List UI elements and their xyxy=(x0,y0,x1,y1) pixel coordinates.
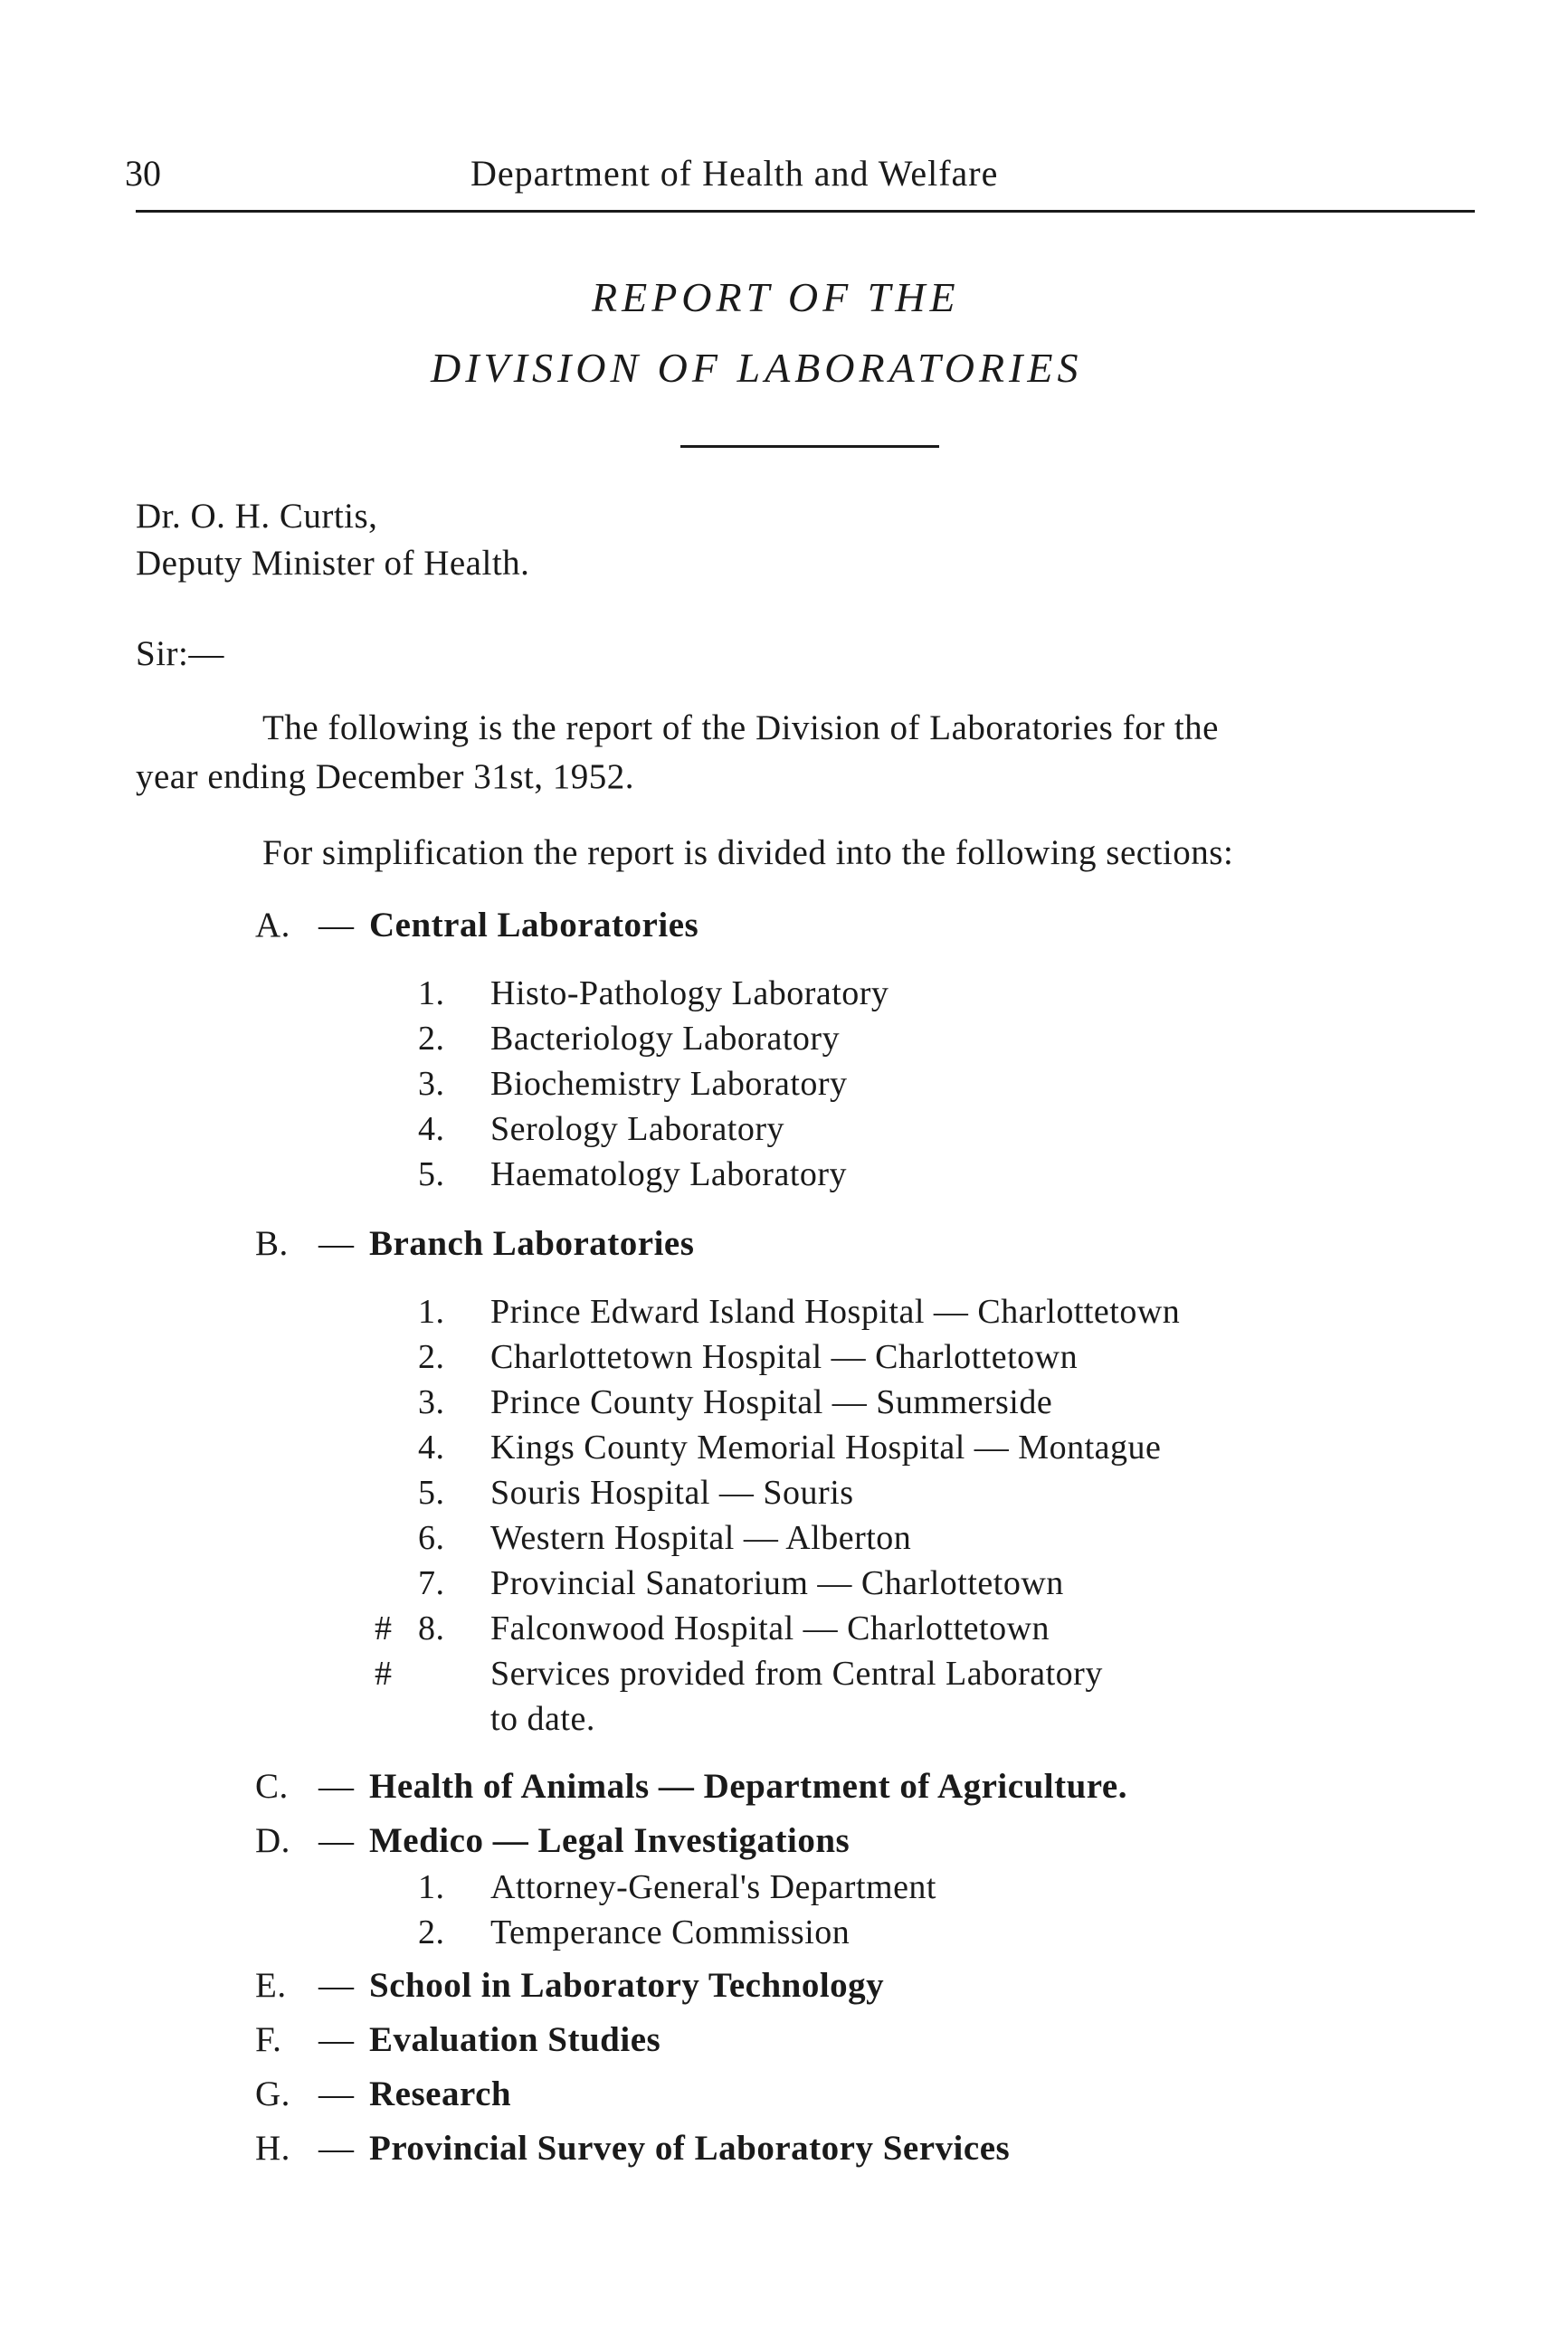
section-letter: D. xyxy=(255,1821,290,1860)
section-title: Medico — Legal Investigations xyxy=(369,1821,851,1860)
section-dash: — xyxy=(318,1966,355,2005)
footnote-line2: to date. xyxy=(490,1700,595,1738)
list-item: 7. Provincial Sanatorium — Charlottetown xyxy=(418,1564,1064,1602)
list-item: 6. Western Hospital — Alberton xyxy=(418,1519,912,1557)
list-item: 3. Prince County Hospital — Summerside xyxy=(418,1383,1053,1421)
section-dash: — xyxy=(318,2020,355,2059)
salutation: Sir:— xyxy=(136,634,224,673)
footnote-marker: # xyxy=(375,1655,392,1693)
section-letter: H. xyxy=(255,2129,290,2168)
running-title: Department of Health and Welfare xyxy=(470,153,999,194)
section-title: Central Laboratories xyxy=(369,906,699,945)
section-letter: G. xyxy=(255,2074,290,2113)
section-letter: F. xyxy=(255,2020,282,2059)
list-item: 1. Prince Edward Island Hospital — Charlottetown xyxy=(418,1293,1181,1331)
section-dash: — xyxy=(318,1767,355,1806)
footnote-marker: # xyxy=(375,1609,392,1647)
list-item: 1. Attorney-General's Department xyxy=(418,1868,936,1906)
list-item: 8. Falconwood Hospital — Charlottetown xyxy=(418,1609,1050,1647)
section-title: Health of Animals — Department of Agriculture. xyxy=(369,1767,1127,1806)
list-item: 3. Biochemistry Laboratory xyxy=(418,1065,848,1103)
report-title-line1: REPORT OF THE xyxy=(592,274,960,320)
intro-paragraph-line1: The following is the report of the Division of Laboratories for the xyxy=(262,708,1219,747)
section-letter: E. xyxy=(255,1966,287,2005)
sections-intro: For simplification the report is divided into the following sections: xyxy=(262,833,1234,872)
list-item: 2. Bacteriology Laboratory xyxy=(418,1020,841,1058)
section-d-heading xyxy=(255,1820,850,1861)
section-e-heading xyxy=(255,1965,884,2006)
page-number: 30 xyxy=(125,153,161,194)
section-a-heading xyxy=(255,905,698,945)
section-title: Research xyxy=(369,2074,512,2113)
section-b-heading xyxy=(255,1223,694,1264)
list-item: 1. Histo-Pathology Laboratory xyxy=(418,974,889,1012)
header-rule xyxy=(136,210,1475,213)
section-title: Evaluation Studies xyxy=(369,2020,661,2059)
section-title: Branch Laboratories xyxy=(369,1224,695,1263)
section-dash: — xyxy=(318,2074,355,2113)
list-item: 4. Serology Laboratory xyxy=(418,1110,785,1148)
section-letter: B. xyxy=(255,1224,289,1263)
section-dash: — xyxy=(318,1821,355,1860)
addressee-name: Dr. O. H. Curtis, xyxy=(136,497,378,536)
title-rule xyxy=(680,445,939,448)
list-item: 5. Souris Hospital — Souris xyxy=(418,1474,854,1512)
section-dash: — xyxy=(318,906,355,945)
section-c-heading xyxy=(255,1766,1127,1807)
section-title: School in Laboratory Technology xyxy=(369,1966,885,2005)
list-item: 4. Kings County Memorial Hospital — Montague xyxy=(418,1429,1162,1467)
list-item: 2. Temperance Commission xyxy=(418,1913,851,1951)
section-title: Provincial Survey of Laboratory Services xyxy=(369,2129,1011,2168)
list-item: 2. Charlottetown Hospital — Charlottetown xyxy=(418,1338,1079,1376)
section-dash: — xyxy=(318,1224,355,1263)
intro-paragraph-line2: year ending December 31st, 1952. xyxy=(136,757,634,796)
addressee-position: Deputy Minister of Health. xyxy=(136,544,530,583)
section-g-heading xyxy=(255,2074,511,2114)
section-f-heading xyxy=(255,2019,660,2060)
section-letter: C. xyxy=(255,1767,289,1806)
footnote-line1: Services provided from Central Laboratory xyxy=(490,1655,1103,1693)
section-h-heading xyxy=(255,2128,1010,2169)
section-dash: — xyxy=(318,2129,355,2168)
list-item: 5. Haematology Laboratory xyxy=(418,1155,848,1193)
section-letter: A. xyxy=(255,906,290,945)
report-title-line2: DIVISION OF LABORATORIES xyxy=(431,345,1083,391)
